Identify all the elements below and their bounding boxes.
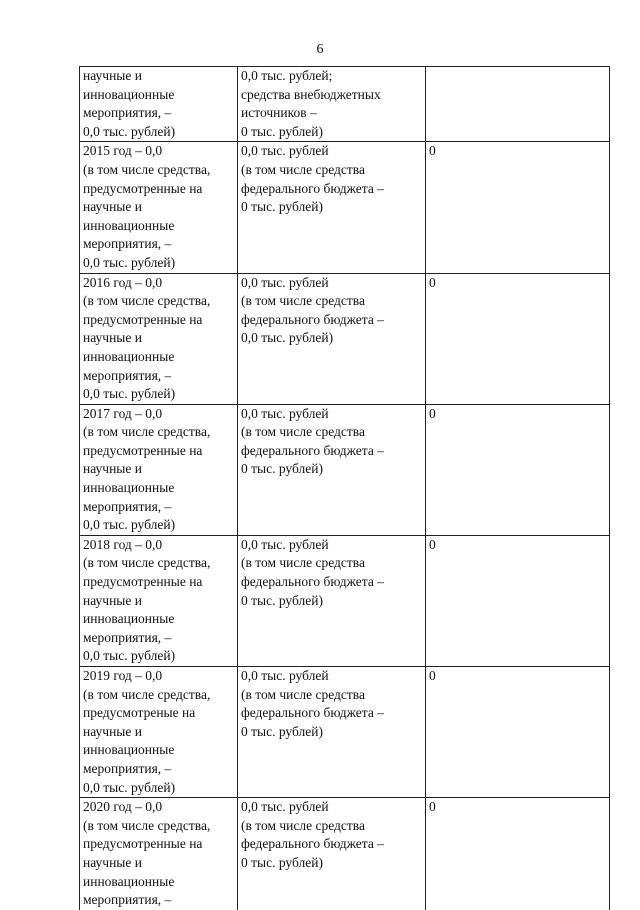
table-cell — [80, 142, 238, 273]
table-cell — [80, 273, 238, 404]
cell-text-line: научные и — [83, 592, 142, 608]
table-cell — [238, 273, 426, 404]
cell-text-line: 2015 год – 0,0 — [83, 143, 163, 159]
cell-text-line: 0 — [429, 143, 436, 159]
cell-text-line: федерального бюджета – — [241, 311, 384, 327]
cell-text-line: федерального бюджета – — [241, 836, 384, 852]
cell-text-line: мероприятия, – — [83, 367, 172, 383]
cell-text-line: 0,0 тыс. рублей — [241, 405, 329, 421]
table-cell — [426, 67, 610, 142]
cell-text-line: 0 — [429, 405, 436, 421]
cell-text-line: инновационные — [83, 480, 175, 496]
table-row — [80, 142, 610, 273]
cell-text-line: 0,0 тыс. рублей — [241, 143, 329, 159]
cell-text-line: 0 — [429, 536, 436, 552]
cell-text-line: научные и — [83, 723, 142, 739]
funding-table-body — [80, 67, 610, 910]
table-cell — [80, 535, 238, 666]
table-row — [80, 67, 610, 142]
table-cell — [238, 667, 426, 798]
cell-text-line: (в том числе средства, — [83, 817, 211, 833]
cell-text-line: мероприятия, – — [83, 892, 172, 908]
table-cell — [426, 667, 610, 798]
cell-text-line: предусмотренные на — [83, 180, 203, 196]
table-row — [80, 535, 610, 666]
table-cell — [426, 142, 610, 273]
cell-text-line: 0,0 тыс. рублей) — [83, 123, 176, 139]
cell-text-line: федерального бюджета – — [241, 442, 384, 458]
table-row — [80, 404, 610, 535]
cell-text-line: (в том числе средства — [241, 424, 365, 440]
cell-text-line: федерального бюджета – — [241, 180, 384, 196]
cell-text-line: предусмотренные на — [83, 574, 203, 590]
cell-text-line: (в том числе средства, — [83, 293, 211, 309]
table-cell — [80, 404, 238, 535]
cell-text-line: (в том числе средства, — [83, 161, 211, 177]
cell-text-line: (в том числе средства — [241, 686, 365, 702]
cell-text-line: (в том числе средства, — [83, 686, 211, 702]
cell-text-line: 2017 год – 0,0 — [83, 405, 163, 421]
cell-text-line: инновационные — [83, 873, 175, 889]
cell-text-line: 2016 год – 0,0 — [83, 274, 163, 290]
cell-text-line: 0,0 тыс. рублей) — [83, 386, 176, 402]
table-cell — [426, 273, 610, 404]
table-cell — [426, 404, 610, 535]
cell-text-line: 0 тыс. рублей) — [241, 723, 323, 739]
cell-text-line: научные и — [83, 199, 142, 215]
table-cell — [238, 142, 426, 273]
cell-text-line: 0 — [429, 799, 436, 815]
cell-text-line: 2019 год – 0,0 — [83, 668, 163, 683]
cell-text-line: 0,0 тыс. рублей) — [241, 330, 334, 346]
cell-text-line: мероприятия, – — [83, 498, 172, 514]
cell-text-line: мероприятия, – — [83, 236, 172, 252]
page-number: 6 — [316, 42, 324, 57]
cell-text-line: 0 тыс. рублей) — [241, 123, 323, 139]
cell-text-line: инновационные — [83, 217, 175, 233]
cell-text-line: (в том числе средства, — [83, 424, 211, 440]
cell-text-line: инновационные — [83, 348, 175, 364]
cell-text-line: федерального бюджета – — [241, 705, 384, 721]
cell-text-line: мероприятия, – — [83, 629, 172, 645]
cell-text-line: предусмотренные на — [83, 836, 203, 852]
cell-text-line: предусмотренные на — [83, 311, 203, 327]
cell-text-line: (в том числе средства — [241, 293, 365, 309]
cell-text-line: 0,0 тыс. рублей; — [241, 68, 333, 83]
table-cell — [238, 535, 426, 666]
cell-text-line: научные и — [83, 461, 142, 477]
cell-text-line: 0 — [429, 668, 436, 683]
table-cell — [426, 535, 610, 666]
cell-text-line: 0,0 тыс. рублей) — [83, 254, 176, 270]
cell-text-line: (в том числе средства — [241, 817, 365, 833]
cell-text-line: 2018 год – 0,0 — [83, 536, 163, 552]
cell-text-line: 2020 год – 0,0 — [83, 799, 163, 815]
cell-text-line: научные и — [83, 854, 142, 870]
cell-text-line: мероприятия, – — [83, 760, 172, 776]
cell-text-line: научные и — [83, 330, 142, 346]
table-row — [80, 798, 610, 910]
table-cell — [238, 798, 426, 910]
cell-text-line: (в том числе средства, — [83, 555, 211, 571]
cell-text-line: 0,0 тыс. рублей) — [83, 648, 176, 664]
cell-text-line: (в том числе средства — [241, 555, 365, 571]
cell-text-line: федерального бюджета – — [241, 574, 384, 590]
cell-text-line: (в том числе средства — [241, 161, 365, 177]
cell-text-line: предусмотренные на — [83, 442, 203, 458]
cell-text-line: 0,0 тыс. рублей) — [83, 779, 176, 795]
cell-text-line: 0,0 тыс. рублей — [241, 274, 329, 290]
cell-text-line: 0,0 тыс. рублей — [241, 536, 329, 552]
cell-text-line: 0 — [429, 274, 436, 290]
table-row — [80, 667, 610, 798]
cell-text-line: 0 тыс. рублей) — [241, 461, 323, 477]
cell-text-line: 0 тыс. рублей) — [241, 854, 323, 870]
table-cell — [80, 798, 238, 910]
table-cell — [80, 667, 238, 798]
cell-text-line: предусмотреные на — [83, 705, 196, 721]
cell-text-line: инновационные — [83, 611, 175, 627]
table-cell — [238, 404, 426, 535]
cell-text-line: 0,0 тыс. рублей — [241, 799, 329, 815]
cell-text-line: источников – — [241, 105, 317, 121]
cell-text-line: инновационные — [83, 86, 175, 102]
cell-text-line: 0,0 тыс. рублей — [241, 668, 329, 683]
funding-table — [79, 66, 610, 910]
cell-text-line: научные и — [83, 68, 142, 83]
table-row — [80, 273, 610, 404]
cell-text-line: 0 тыс. рублей) — [241, 199, 323, 215]
table-cell — [426, 798, 610, 910]
table-cell — [238, 67, 426, 142]
cell-text-line: 0,0 тыс. рублей) — [83, 517, 176, 533]
table-cell — [80, 67, 238, 142]
cell-text-line: инновационные — [83, 742, 175, 758]
cell-text-line: средства внебюджетных — [241, 86, 381, 102]
cell-text-line: 0 тыс. рублей) — [241, 592, 323, 608]
cell-text-line: мероприятия, – — [83, 105, 172, 121]
